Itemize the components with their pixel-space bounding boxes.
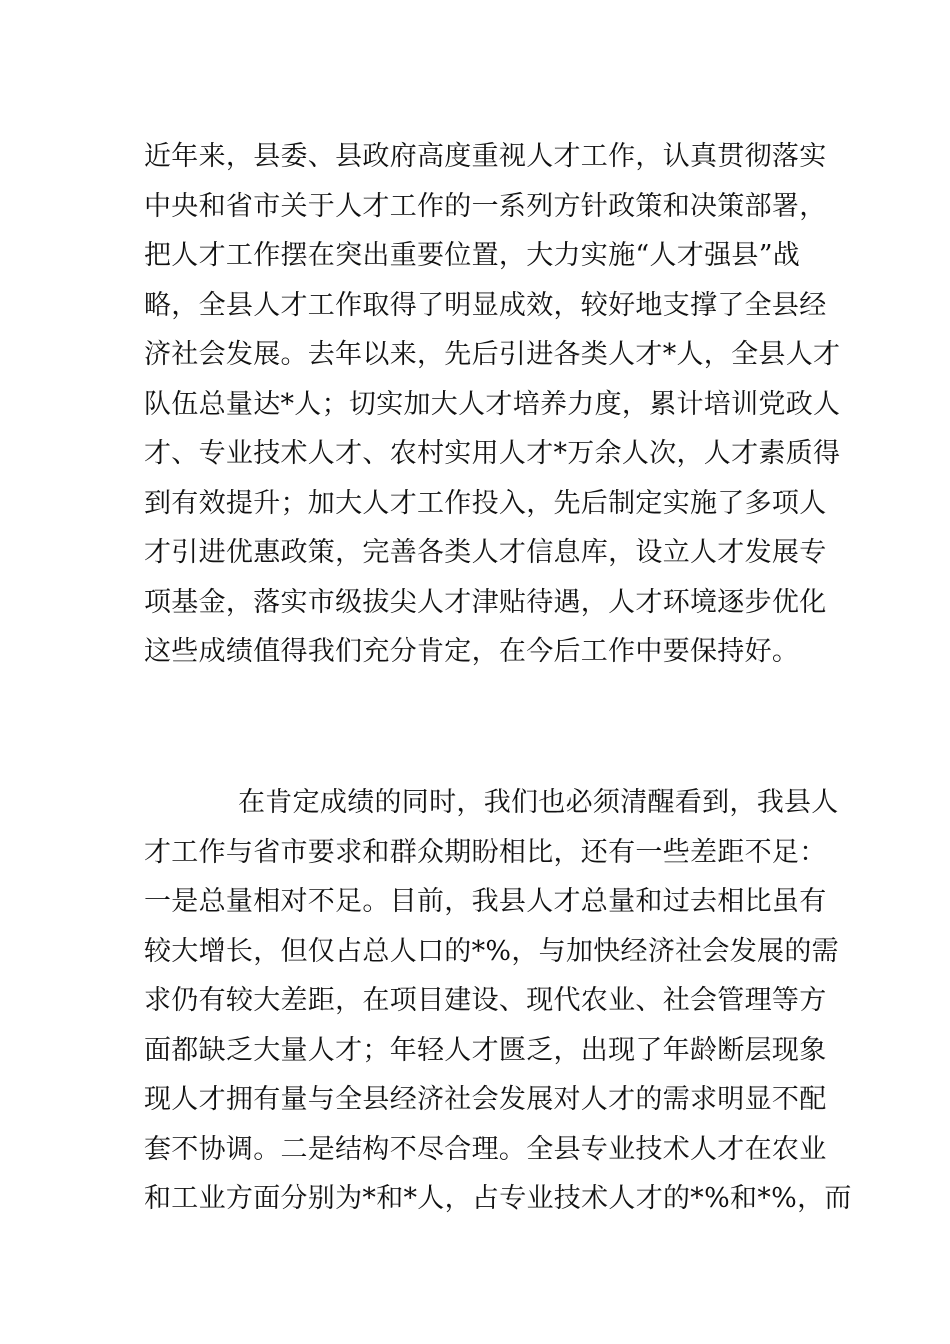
text-line-indented: 在肯定成绩的同时，我们也必须清醒看到，我县人 xyxy=(238,787,839,818)
text-line: 近年来，县委、县政府高度重视人才工作，认真贯彻落实 xyxy=(144,141,827,172)
text-line: 到有效提升；加大人才工作投入，先后制定实施了多项人 xyxy=(144,487,827,519)
text-line: 才工作与省市要求和群众期盼相比，还有一些差距不足： xyxy=(144,836,827,868)
text-line: 才、专业技术人才、农村实用人才*万余人次，人才素质得 xyxy=(144,438,841,469)
text-line: 把人才工作摆在突出重要位置，大力实施“人才强县”战 xyxy=(144,240,801,271)
text-line: 这些成绩值得我们充分肯定，在今后工作中要保持好。 xyxy=(144,636,800,667)
text-line: 较大增长，但仅占总人口的*%，与加快经济社会发展的需 xyxy=(144,935,839,967)
text-line: 略，全县人才工作取得了明显成效，较好地支撑了全县经 xyxy=(144,289,827,321)
text-line: 和工业方面分别为*和*人，占专业技术人才的*%和*%，而 xyxy=(144,1183,852,1214)
text-line: 才引进优惠政策，完善各类人才信息库，设立人才发展专 xyxy=(144,537,827,568)
text-line: 求仍有较大差距，在项目建设、现代农业、社会管理等方 xyxy=(144,985,827,1016)
text-line: 中央和省市关于人才工作的一系列方针政策和决策部署， xyxy=(144,190,827,222)
text-line: 济社会发展。去年以来，先后引进各类人才*人，全县人才 xyxy=(144,339,841,370)
paragraph-shortcomings xyxy=(144,778,852,1224)
text-line: 面都缺乏大量人才；年轻人才匮乏，出现了年龄断层现象 xyxy=(144,1034,827,1066)
text-line: 现人才拥有量与全县经济社会发展对人才的需求明显不配 xyxy=(144,1084,827,1115)
text-line: 队伍总量达*人；切实加大人才培养力度，累计培训党政人 xyxy=(144,388,841,420)
text-line: 套不协调。二是结构不尽合理。全县专业技术人才在农业 xyxy=(144,1133,827,1165)
text-line: 项基金，落实市级拔尖人才津贴待遇，人才环境逐步优化 xyxy=(144,586,827,618)
text-line: 一是总量相对不足。目前，我县人才总量和过去相比虽有 xyxy=(144,886,827,917)
paragraph-achievements xyxy=(144,132,841,677)
